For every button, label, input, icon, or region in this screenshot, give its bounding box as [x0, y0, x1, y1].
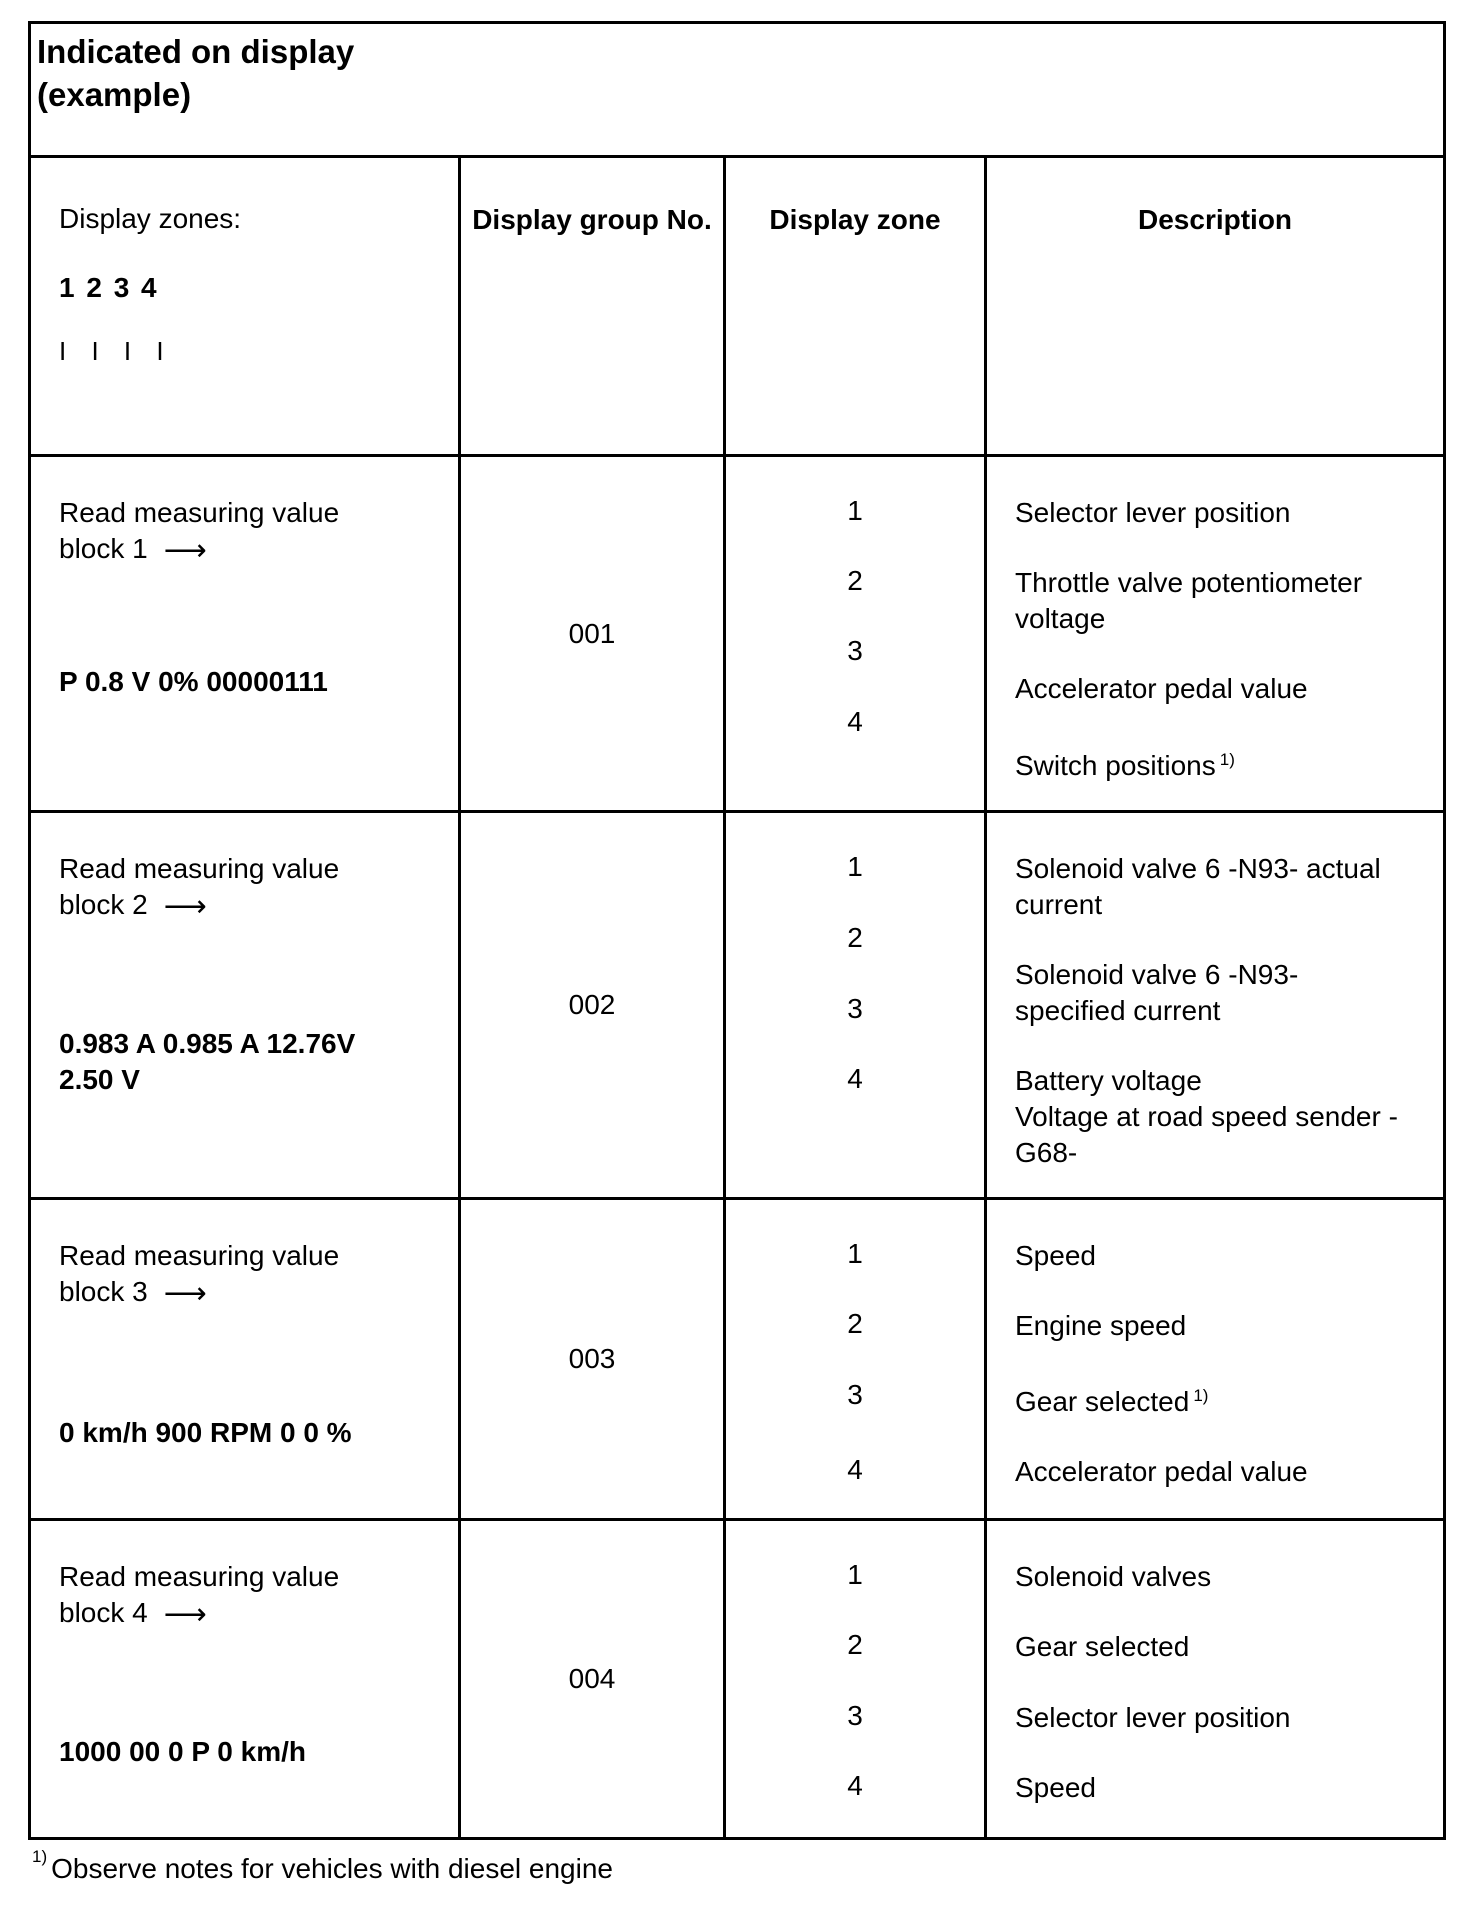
right-arrow-icon: ⟶ [163, 889, 207, 923]
display-group-number: 003 [460, 1199, 725, 1520]
table-title: Indicated on display (example) [37, 33, 355, 113]
description-cell: Solenoid valve 6 -N93- actual current Solenoid valve 6 -N93- specified current Battery voltage Voltage at road speed sender -G68- [986, 812, 1445, 1199]
header-row [30, 157, 1445, 456]
table-title-cell [30, 23, 1445, 157]
right-arrow-icon: ⟶ [163, 533, 207, 567]
footnote-mark: 1) [32, 1847, 48, 1866]
display-value: P 0.8 V 0% 00000111 [59, 666, 328, 697]
display-zone-list: 1 2 3 4 [725, 1520, 986, 1839]
footnote: $^{1)}$ Observe notes for vehicles with diesel engine [32, 1847, 613, 1884]
display-zone-list: 1 2 3 4 [725, 1199, 986, 1520]
display-zone-list: 1 2 3 4 [725, 812, 986, 1199]
table-row [30, 1199, 1445, 1520]
measuring-value-table [28, 21, 1446, 1840]
right-arrow-icon: ⟶ [163, 1276, 207, 1310]
block-label-cell: Read measuring value block 3 ⟶ 0 km/h 900 RPM 0 0 % [30, 1199, 460, 1520]
description-cell: Speed Engine speed Gear selected $^{1)}$ Accelerator pedal value [986, 1199, 1445, 1520]
display-value: 1000 00 0 P 0 km/h [59, 1736, 306, 1767]
display-group-number: 001 [460, 456, 725, 812]
display-zones-header: Display zones: 1 2 3 4 I I I I [30, 157, 460, 456]
display-zones-numbers: 1 2 3 4 [59, 272, 159, 303]
display-group-number: 002 [460, 812, 725, 1199]
table-row [30, 456, 1445, 812]
display-group-number: 004 [460, 1520, 725, 1839]
column-header-group: Display group No. [460, 157, 725, 456]
right-arrow-icon: ⟶ [163, 1597, 207, 1631]
description-cell: Solenoid valves Gear selected Selector lever position Speed [986, 1520, 1445, 1839]
column-header-description: Description [986, 157, 1445, 456]
footnote-mark: 1) [1193, 1386, 1209, 1405]
block-label-cell: Read measuring value block 4 ⟶ 1000 00 0 P 0 km/h [30, 1520, 460, 1839]
block-label-cell: Read measuring value block 2 ⟶ 0.983 A 0.985 A 12.76V 2.50 V [30, 812, 460, 1199]
description-cell: Selector lever position Throttle valve potentiometer voltage Accelerator pedal value Switch positions $^{1)}$ [986, 456, 1445, 812]
display-zones-ticks: I I I I [59, 336, 173, 366]
table-row [30, 1520, 1445, 1839]
display-zone-list: 1 2 3 4 [725, 456, 986, 812]
display-value: 0 km/h 900 RPM 0 0 % [59, 1417, 352, 1448]
block-label-cell: Read measuring value block 1 ⟶ P 0.8 V 0% 00000111 [30, 456, 460, 812]
display-value: 0.983 A 0.985 A 12.76V 2.50 V [59, 1028, 356, 1095]
column-header-zone: Display zone [725, 157, 986, 456]
table-row [30, 812, 1445, 1199]
footnote-mark: 1) [1219, 750, 1235, 769]
